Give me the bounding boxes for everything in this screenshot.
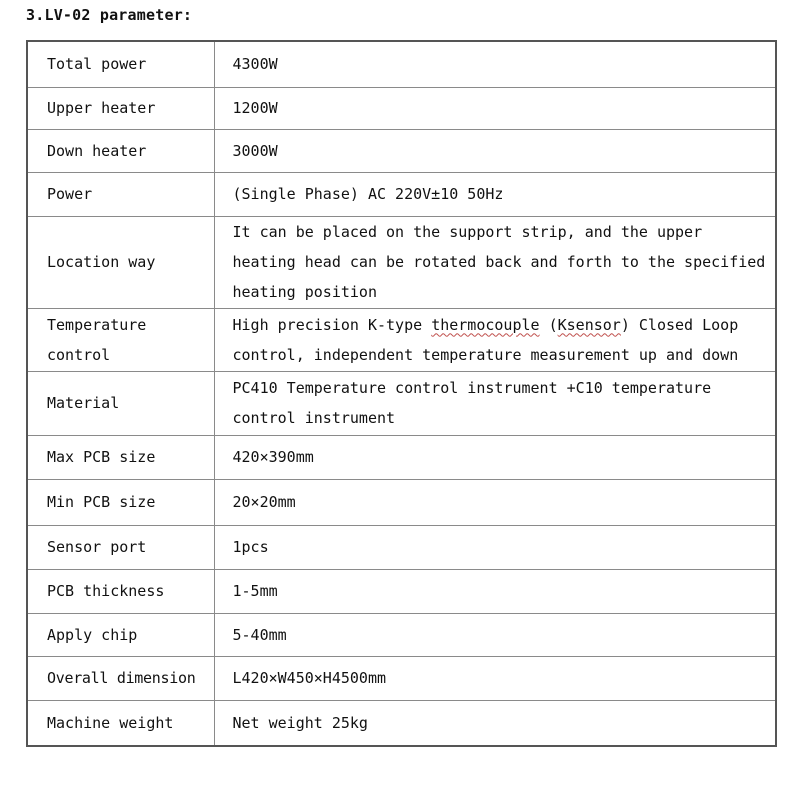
row-label: PCB thickness (27, 569, 214, 613)
value-text: High precision K-type (232, 315, 432, 334)
value-text: ( (539, 315, 558, 334)
row-value: Net weight 25kg (214, 700, 776, 746)
row-value: It can be placed on the support strip, and the upper heating head can be rotated back and forth to the specified heating position (214, 216, 776, 308)
row-label: Overall dimension (27, 656, 214, 700)
row-label: Total power (27, 41, 214, 87)
row-value: (Single Phase) AC 220V±10 50Hz (214, 172, 776, 216)
row-label: Material (27, 371, 214, 435)
row-label: Sensor port (27, 525, 214, 569)
table-row (27, 41, 776, 87)
row-value: 1-5mm (214, 569, 776, 613)
row-value: 420×390mm (214, 435, 776, 479)
row-label: Power (27, 172, 214, 216)
row-label: Machine weight (27, 700, 214, 746)
table-row (27, 308, 776, 371)
spellcheck-underline-text: thermocouple (431, 315, 540, 334)
section-heading: 3.LV-02 parameter: (26, 6, 193, 24)
table-row (27, 700, 776, 746)
table-row (27, 216, 776, 308)
row-value: 1200W (214, 87, 776, 129)
row-label: Max PCB size (27, 435, 214, 479)
value-text: ) Closed Loop control, independent temperature measurement up and down (232, 315, 739, 364)
row-value: 20×20mm (214, 479, 776, 525)
table-row (27, 87, 776, 129)
row-value: 4300W (214, 41, 776, 87)
parameter-table (26, 40, 777, 747)
row-value: 1pcs (214, 525, 776, 569)
table-row (27, 525, 776, 569)
table-row (27, 435, 776, 479)
table-row (27, 613, 776, 656)
row-value: 5-40mm (214, 613, 776, 656)
row-value: PC410 Temperature control instrument +C10 temperature control instrument (214, 371, 776, 435)
row-label: Down heater (27, 129, 214, 172)
table-row (27, 172, 776, 216)
table-row (27, 371, 776, 435)
spellcheck-underline-text: Ksensor (557, 315, 621, 334)
row-label: Min PCB size (27, 479, 214, 525)
row-label: Temperature control (27, 308, 214, 371)
row-label: Upper heater (27, 87, 214, 129)
table-row (27, 129, 776, 172)
table-row (27, 479, 776, 525)
row-label: Location way (27, 216, 214, 308)
row-value: 3000W (214, 129, 776, 172)
row-value (214, 308, 776, 371)
table-row (27, 656, 776, 700)
row-label: Apply chip (27, 613, 214, 656)
table-row (27, 569, 776, 613)
row-value: L420×W450×H4500mm (214, 656, 776, 700)
